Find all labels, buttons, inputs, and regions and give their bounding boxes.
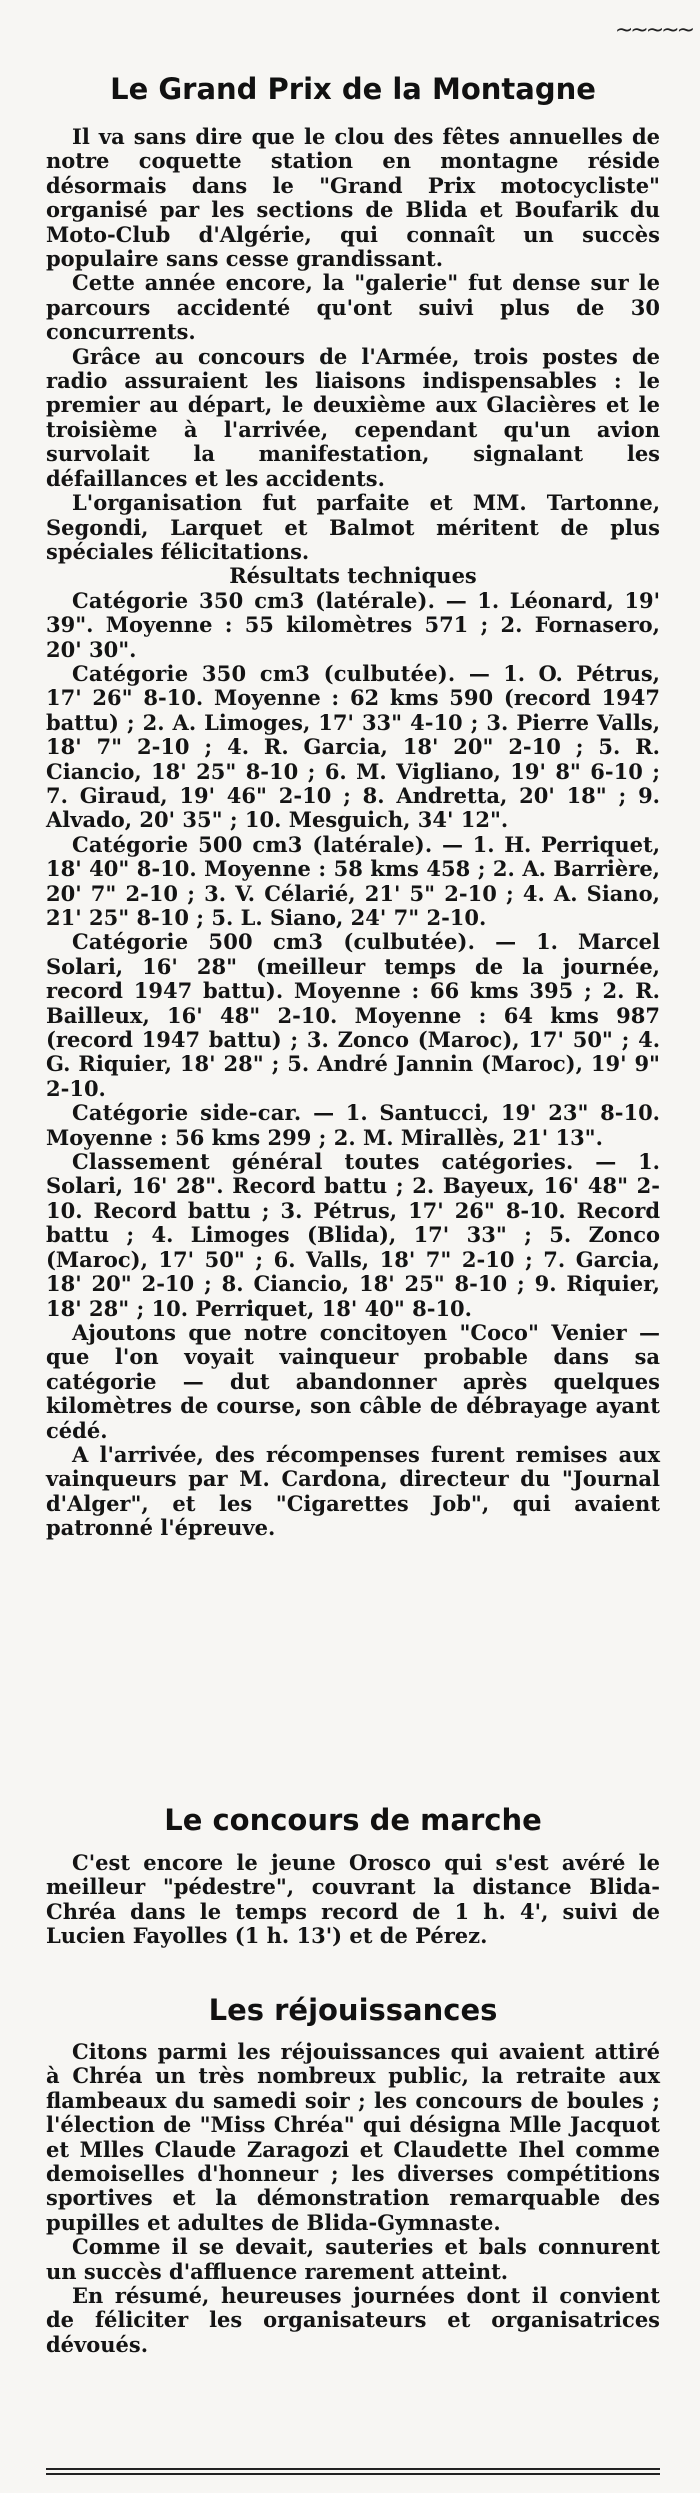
person-name: Jacquot: [570, 2112, 660, 2138]
headline-concours-marche: Le concours de marche: [164, 1803, 542, 1837]
text: comme demoiselles d'honneur ; les diverses compétitions sportives et la démonstration remarquable des pupilles et adultes de Blida-Gymnaste.: [46, 2136, 660, 2235]
text: et: [262, 514, 330, 540]
paragraph: [46, 2040, 660, 2235]
paragraph: Cette année encore, la "galerie" fut dense sur le parcours accidenté qu'ont suivi plus de 30 concurrents.: [46, 270, 660, 345]
headline-grand-prix: Le Grand Prix de la Montagne: [110, 72, 596, 106]
result-category: [46, 662, 660, 833]
article-grand-prix: [46, 125, 660, 1541]
category-results: — 1. O. Pétrus, 17' 26" 8-10. Moyenne : 62 kms 590 (record 1947 battu) ; 2. A. Limoges, 17' 33" 4-10 ; 3. Pierre Valls, 18' 7" 2-10 ; 4. R. Garcia, 18' 20" 2-10 ; 5. R. Ciancio, 18' 25" 8-10 ; 6. M. Vigliano, 19' 8" 6-10 ; 7. Giraud, 19' 46" 2-10 ; 8. Andretta, 20' 18" ; 9. Alvado, 20' 35" ; 10. Mesguich, 34' 12".: [46, 660, 660, 833]
paragraph: En résumé, heureuses journées dont il convient de féliciter les organisateurs et organisatrices dévoués.: [46, 2283, 660, 2357]
text: C'est encore le jeune: [72, 1850, 350, 1875]
text: ,: [652, 490, 660, 516]
category-results: — 1. Marcel Solari, 16' 28" (meilleur temps de la journée, record 1947 battu). Moyenne : 66 kms 395 ; 2. R. Bailleux, 16' 48" 2-10. Moyenne : 64 kms 987 (record 1947 battu) ; 3. Zonco (Maroc), 17' 50" ; 4. G. Riquier, 18' 28" ; 5. André Jannin (Maroc), 19' 9" 2-10.: [46, 929, 660, 1101]
result-category: [46, 1101, 660, 1150]
text: Citons parmi les réjouissances qui avaient attiré à Chréa un très nombreux public, la retraite aux flambeaux du samedi soir ; les concours de boules ; l'élection de "Miss Chréa" qui désigna Mlle: [46, 2039, 660, 2138]
text: L'organisation fut parfaite et MM.: [72, 490, 547, 516]
text: et Claudette: [349, 2136, 519, 2162]
category-results: — 1. H. Perriquet, 18' 40" 8-10. Moyenne : 58 kms 458 ; 2. A. Barrière, 20' 7" 2-10 ; 3. V. Célarié, 21' 5" 2-10 ; 4. A. Siano, 21' 25" 8-10 ; 5. L. Siano, 24' 7" 2-10.: [46, 831, 661, 930]
person-name: Cardona,: [281, 1466, 388, 1492]
text: directeur du "Journal d'Alger", et les "Cigarettes Job", qui avaient patronné l'épreuve.: [46, 1466, 660, 1541]
person-name: Fayolles: [132, 1923, 228, 1949]
text: méritent de plus spéciales félicitations.: [46, 514, 660, 564]
paragraph: Ajoutons que notre concitoyen "Coco" Venier — que l'on voyait vainqueur probable dans sa catégorie — dut abandonner après quelques kilomètres de course, son câble de débrayage ayant cédé.: [46, 1319, 660, 1443]
category-label: Catégorie 500 cm3 (culbutée).: [72, 929, 476, 955]
person-name: Segondi: [46, 514, 142, 540]
result-category: [46, 833, 660, 931]
text: ,: [141, 514, 171, 540]
category-label: Classement général toutes catégories.: [72, 1149, 574, 1175]
category-label: Catégorie 500 cm3 (latérale).: [72, 831, 433, 857]
paragraph: Comme il se devait, sauteries et bals connurent un succès d'affluence rarement atteint.: [46, 2234, 660, 2284]
result-category: [46, 589, 660, 662]
text: (1 h. 13') et de: [227, 1923, 416, 1949]
person-name: Larquet: [170, 514, 263, 540]
category-results: — 1. Santucci, 19' 23" 8-10. Moyenne : 56 kms 299 ; 2. M. Mirallès, 21' 13".: [46, 1100, 660, 1150]
person-name: Zaragozi: [246, 2136, 350, 2162]
person-name: Ihel: [518, 2136, 565, 2162]
person-name: Orosco: [349, 1850, 432, 1875]
text: qui s'est avéré le meilleur "pédestre", couvrant la distance Blida-Chréa dans le temps record de 1 h. 4', suivi de Lucien: [46, 1850, 660, 1949]
category-results: — 1. Léonard, 19' 39". Moyenne : 55 kilomètres 571 ; 2. Fornasero, 20' 30".: [46, 587, 661, 662]
person-name: Tartonne: [546, 490, 653, 516]
person-name: Pérez: [415, 1923, 481, 1949]
headline-rejouissances: Les réjouissances: [208, 1993, 498, 2027]
text: A l'arrivée, des récompenses furent remises aux vainqueurs par M.: [46, 1441, 660, 1492]
person-name: Balmot: [329, 514, 415, 540]
result-category: [46, 1150, 660, 1321]
results-subheading: Résultats techniques: [229, 563, 477, 589]
paragraph: Il va sans dire que le clou des fêtes annuelles de notre coquette station en montagne réside désormais dans le "Grand Prix motocycliste" organisé par les sections de Blida et Boufarik du Moto-Club d'Algérie, qui connaît un succès populaire sans cesse grandissant.: [46, 124, 660, 272]
category-label: Catégorie 350 cm3 (latérale).: [72, 587, 436, 613]
bottom-double-rule: [46, 2468, 660, 2475]
category-results: — 1. Solari, 16' 28". Record battu ; 2. Bayeux, 16' 48" 2-10. Record battu ; 3. Pétrus, 17' 26" 8-10. Record battu ; 4. Limoges (Blida), 17' 33" ; 5. Zonco (Maroc), 17' 50" ; 6. Valls, 18' 7" 2-10 ; 7. Garcia, 18' 20" 2-10 ; 8. Ciancio, 18' 25" 8-10 ; 9. Riquier, 18' 28" ; 10. Perriquet, 18' 40" 8-10.: [46, 1149, 660, 1321]
paragraph-organisation: [46, 491, 660, 564]
paragraph: [46, 1851, 660, 1949]
category-label: Catégorie side-car.: [72, 1100, 302, 1126]
article-rejouissances: [46, 2040, 660, 2357]
paragraph-awards: [46, 1443, 660, 1541]
text: et Mlles Claude: [46, 2136, 247, 2162]
category-label: Catégorie 350 cm3 (culbutée).: [72, 660, 456, 686]
article-concours-marche: [46, 1851, 660, 1949]
ornament-mark: ~~~~~: [614, 18, 692, 43]
result-category: [46, 930, 660, 1101]
paragraph: Grâce au concours de l'Armée, trois postes de radio assuraient les liaisons indispensables : le premier au départ, le deuxième aux Glacières et le troisième à l'arrivée, cependant qu'un avion survolait la manifestation, signalant les défaillances et les accidents.: [46, 343, 660, 491]
text: .: [480, 1923, 488, 1949]
